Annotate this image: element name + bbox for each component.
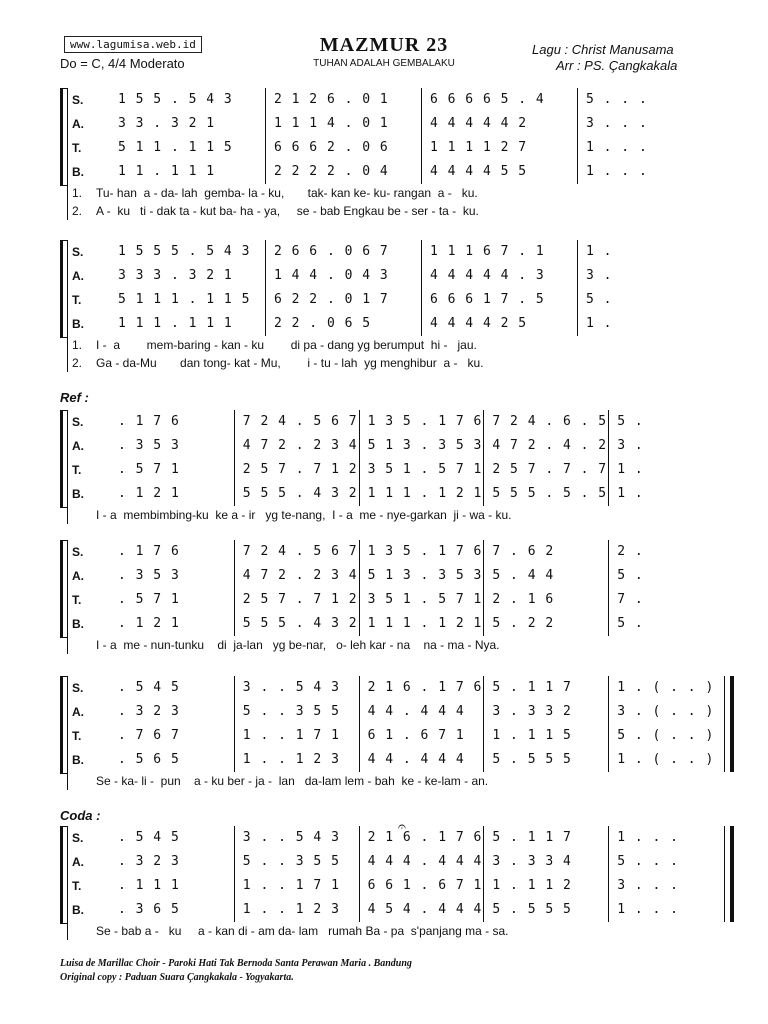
lyric-line — [72, 922, 736, 940]
voice-label: B. — [72, 617, 84, 631]
measure: . 1 1 1 — [118, 878, 180, 893]
voice-label: T. — [72, 879, 82, 893]
voice-label: A. — [72, 705, 84, 719]
lyric-line — [72, 636, 736, 654]
system-line — [67, 410, 68, 524]
measure: 3 5 1 . 5 7 1 — [367, 592, 483, 607]
barline — [421, 88, 422, 184]
measure: 3 . . . — [617, 878, 679, 893]
barline — [608, 410, 609, 506]
measure: 5 . 1 1 7 — [492, 830, 572, 845]
measure: . 5 7 1 — [118, 592, 180, 607]
measure: 3 . 3 3 4 — [492, 854, 572, 869]
barline — [234, 826, 235, 922]
measure: 3 . . 5 4 3 — [242, 680, 340, 695]
barline — [483, 826, 484, 922]
measure: 6 2 2 . 0 1 7 — [274, 292, 389, 307]
measure: . 3 2 3 — [118, 704, 180, 719]
score-system — [56, 240, 736, 376]
measure: . 1 7 6 — [118, 414, 180, 429]
measure: 2 6 6 . 0 6 7 — [274, 244, 389, 259]
measure: 1 . ( . . ) — [617, 680, 715, 695]
measure: 1 4 4 . 0 4 3 — [274, 268, 389, 283]
measure: 1 1 . 1 1 1 — [118, 164, 216, 179]
fermata-icon: 𝄐 — [398, 818, 406, 834]
voice-label: B. — [72, 165, 84, 179]
key-signature: Do = C, 4/4 Moderato — [60, 56, 185, 71]
measure: 5 5 5 . 5 . 5 — [492, 486, 608, 501]
voice-row — [72, 264, 736, 288]
barline — [483, 676, 484, 772]
measure: 2 1 6 . 1 7 6 — [367, 830, 483, 845]
lyric-text: Ga - da-Mu dan tong- kat - Mu, i - tu - lah yg menghibur a - ku. — [96, 356, 484, 370]
barline — [483, 410, 484, 506]
measure: 4 7 2 . 2 3 4 — [242, 568, 358, 583]
barline — [608, 540, 609, 636]
measure: 5 . . 3 5 5 — [242, 854, 340, 869]
voice-row — [72, 288, 736, 312]
system-line — [67, 88, 68, 220]
system-line — [67, 676, 68, 790]
measure: 5 . — [617, 616, 644, 631]
voice-label: S. — [72, 93, 84, 107]
measure: 1 . . 1 7 1 — [242, 728, 340, 743]
measure: . 1 2 1 — [118, 486, 180, 501]
measure: 1 . . . — [617, 902, 679, 917]
song-title: MAZMUR 23 — [319, 34, 449, 56]
measure: 4 4 4 4 4 . 3 — [430, 268, 545, 283]
measure: 4 7 2 . 2 3 4 — [242, 438, 358, 453]
measure: 4 4 4 . 4 4 4 — [367, 854, 483, 869]
measure: . 5 4 5 — [118, 680, 180, 695]
voice-row — [72, 410, 736, 434]
voice-row — [72, 700, 736, 724]
voice-label: B. — [72, 903, 84, 917]
measure: 5 . 4 4 — [492, 568, 555, 583]
barline — [265, 240, 266, 336]
measure: 1 1 1 . 1 2 1 — [367, 616, 483, 631]
final-barline — [730, 676, 734, 772]
lyric-line — [72, 202, 736, 220]
measure: 5 5 5 . 4 3 2 — [242, 486, 358, 501]
measure: 3 . ( . . ) — [617, 704, 715, 719]
measure: 5 . 1 1 7 — [492, 680, 572, 695]
measure: 1 1 1 4 . 0 1 — [274, 116, 389, 131]
measure: 1 1 1 . 1 2 1 — [367, 486, 483, 501]
measure: . 3 6 5 — [118, 902, 180, 917]
system-line — [67, 540, 68, 654]
measure: 6 6 6 6 5 . 4 — [430, 92, 545, 107]
measure: 7 . 6 2 — [492, 544, 555, 559]
measure: 5 . 2 2 — [492, 616, 555, 631]
lyric-text: I - a me - nun-tunku di ja-lan yg be-nar, o- leh kar - na na - ma - Nya. — [96, 638, 500, 652]
verse-number: 2. — [72, 204, 83, 218]
measure: 6 6 6 2 . 0 6 — [274, 140, 389, 155]
voice-row — [72, 458, 736, 482]
lyric-line — [72, 336, 736, 354]
voice-label: S. — [72, 545, 84, 559]
measure: 3 . 3 3 2 — [492, 704, 572, 719]
measure: 5 1 1 1 . 1 1 5 — [118, 292, 251, 307]
measure: 4 4 4 4 4 2 — [430, 116, 528, 131]
barline — [234, 540, 235, 636]
measure: 2 . — [617, 544, 644, 559]
measure: . 3 5 3 — [118, 438, 180, 453]
lyric-text: I - a membimbing-ku ke a - ir yg te-nang, I - a me - nye-garkan ji - wa - ku. — [96, 508, 512, 522]
lyric-text: Se - ka- li - pun a - ku ber - ja - lan da-lam lem - bah ke - ke-lam - an. — [96, 774, 489, 788]
lyric-text: A - ku ti - dak ta - kut ba- ha - ya, se - bab Engkau be - ser - ta - ku. — [96, 204, 479, 218]
barline — [483, 540, 484, 636]
measure: 1 . . 1 7 1 — [242, 878, 340, 893]
measure: 5 . — [617, 568, 644, 583]
verse-number: 1. — [72, 338, 83, 352]
voice-label: S. — [72, 831, 84, 845]
voice-label: A. — [72, 117, 84, 131]
barline — [359, 826, 360, 922]
measure: . 5 6 5 — [118, 752, 180, 767]
measure: 5 . ( . . ) — [617, 728, 715, 743]
measure: 2 2 . 0 6 5 — [274, 316, 372, 331]
voice-row — [72, 434, 736, 458]
measure: 3 3 3 . 3 2 1 — [118, 268, 233, 283]
measure: 5 . 5 5 5 — [492, 902, 572, 917]
footer-choir: Luisa de Marillac Choir - Paroki Hati Tak Bernoda Santa Perawan Maria . Bandung — [60, 958, 412, 969]
measure: 1 . — [586, 316, 613, 331]
measure: 5 . 5 5 5 — [492, 752, 572, 767]
measure: 4 4 4 4 5 5 — [430, 164, 528, 179]
measure: 1 . 1 1 5 — [492, 728, 572, 743]
voice-label: T. — [72, 293, 82, 307]
measure: 5 . — [586, 292, 613, 307]
measure: 1 5 5 5 . 5 4 3 — [118, 244, 251, 259]
measure: 3 . . . — [586, 116, 648, 131]
measure: 5 . . . — [617, 854, 679, 869]
measure: 5 1 1 . 1 1 5 — [118, 140, 233, 155]
lyric-text: I - a mem-baring - kan - ku di pa - dang yg berumput hi - jau. — [96, 338, 477, 352]
verse-number: 1. — [72, 186, 83, 200]
system-line — [67, 240, 68, 372]
lyric-line — [72, 354, 736, 372]
voice-label: A. — [72, 439, 84, 453]
measure: 3 5 1 . 5 7 1 — [367, 462, 483, 477]
lyric-line — [72, 772, 736, 790]
final-barline — [730, 826, 734, 922]
footer-original: Original copy : Paduan Suara Çangkakala - Yogyakarta. — [60, 972, 294, 983]
measure: 1 1 1 1 2 7 — [430, 140, 528, 155]
voice-row — [72, 136, 736, 160]
measure: . 5 7 1 — [118, 462, 180, 477]
measure: 1 1 1 . 1 1 1 — [118, 316, 233, 331]
system-line — [67, 826, 68, 940]
voice-row — [72, 748, 736, 772]
voice-label: T. — [72, 463, 82, 477]
voice-row — [72, 482, 736, 506]
measure: 1 1 1 6 7 . 1 — [430, 244, 545, 259]
measure: 7 2 4 . 6 . 5 — [492, 414, 608, 429]
measure: 3 . . 5 4 3 — [242, 830, 340, 845]
score-system — [56, 88, 736, 224]
measure: 5 1 3 . 3 5 3 — [367, 568, 483, 583]
voice-label: S. — [72, 415, 84, 429]
measure: 2 5 7 . 7 . 7 — [492, 462, 608, 477]
voice-label: A. — [72, 569, 84, 583]
measure: 1 5 5 . 5 4 3 — [118, 92, 233, 107]
measure: 1 . — [617, 462, 644, 477]
measure: 6 6 1 . 6 7 1 — [367, 878, 483, 893]
measure: 2 1 2 6 . 0 1 — [274, 92, 389, 107]
measure: 1 . 1 1 2 — [492, 878, 572, 893]
voice-label: T. — [72, 729, 82, 743]
measure: . 3 2 3 — [118, 854, 180, 869]
voice-row — [72, 676, 736, 700]
measure: 5 . . 3 5 5 — [242, 704, 340, 719]
measure: 1 . ( . . ) — [617, 752, 715, 767]
measure: 1 . . 1 2 3 — [242, 902, 340, 917]
arranger: Arr : PS. Çangkakala — [556, 58, 678, 73]
website-label: www.lagumisa.web.id — [64, 36, 202, 53]
measure: . 1 2 1 — [118, 616, 180, 631]
measure: . 1 7 6 — [118, 544, 180, 559]
measure: 1 3 5 . 1 7 6 — [367, 414, 483, 429]
measure: 5 1 3 . 3 5 3 — [367, 438, 483, 453]
voice-row — [72, 88, 736, 112]
voice-label: T. — [72, 141, 82, 155]
barline — [359, 410, 360, 506]
barline — [577, 240, 578, 336]
barline — [724, 676, 725, 772]
measure: 2 2 2 2 . 0 4 — [274, 164, 389, 179]
measure: 7 . — [617, 592, 644, 607]
voice-row — [72, 612, 736, 636]
voice-label: S. — [72, 245, 84, 259]
voice-label: B. — [72, 487, 84, 501]
measure: 3 . — [617, 438, 644, 453]
measure: 6 6 6 1 7 . 5 — [430, 292, 545, 307]
voice-row — [72, 240, 736, 264]
barline — [608, 826, 609, 922]
composer: Lagu : Christ Manusama — [532, 42, 674, 57]
song-subtitle: TUHAN ADALAH GEMBALAKU — [313, 58, 455, 69]
lyric-text: Se - bab a - ku a - kan di - am da- lam rumah Ba - pa s'panjang ma - sa. — [96, 924, 509, 938]
score-system — [56, 826, 736, 944]
barline — [265, 88, 266, 184]
lyric-line — [72, 506, 736, 524]
measure: 7 2 4 . 5 6 7 — [242, 414, 358, 429]
barline — [577, 88, 578, 184]
voice-row — [72, 312, 736, 336]
score-system — [56, 410, 736, 528]
measure: 1 . . . — [586, 164, 648, 179]
score-system — [56, 540, 736, 658]
voice-row — [72, 850, 736, 874]
measure: 1 . . . — [586, 140, 648, 155]
measure: 2 1 6 . 1 7 6 — [367, 680, 483, 695]
measure: . 3 5 3 — [118, 568, 180, 583]
voice-row — [72, 874, 736, 898]
voice-label: B. — [72, 317, 84, 331]
voice-row — [72, 564, 736, 588]
barline — [608, 676, 609, 772]
lyric-line — [72, 184, 736, 202]
voice-label: A. — [72, 269, 84, 283]
score-system — [56, 676, 736, 794]
voice-row — [72, 112, 736, 136]
measure: 1 . . . — [617, 830, 679, 845]
measure: 4 5 4 . 4 4 4 — [367, 902, 483, 917]
barline — [359, 676, 360, 772]
measure: 4 4 . 4 4 4 — [367, 752, 465, 767]
measure: 3 . — [586, 268, 613, 283]
measure: 4 4 . 4 4 4 — [367, 704, 465, 719]
measure: 2 5 7 . 7 1 2 — [242, 462, 358, 477]
barline — [234, 410, 235, 506]
voice-row — [72, 588, 736, 612]
lyric-text: Tu- han a - da- lah gemba- la - ku, tak- kan ke- ku- rangan a - ku. — [96, 186, 478, 200]
measure: 6 1 . 6 7 1 — [367, 728, 465, 743]
measure: 1 . — [586, 244, 613, 259]
voice-row — [72, 724, 736, 748]
measure: 2 . 1 6 — [492, 592, 555, 607]
barline — [234, 676, 235, 772]
measure: 4 7 2 . 4 . 2 — [492, 438, 608, 453]
measure: 3 3 . 3 2 1 — [118, 116, 216, 131]
voice-label: A. — [72, 855, 84, 869]
measure: . 7 6 7 — [118, 728, 180, 743]
measure: 2 5 7 . 7 1 2 — [242, 592, 358, 607]
measure: 5 . — [617, 414, 644, 429]
measure: . 5 4 5 — [118, 830, 180, 845]
ref-label: Ref : — [60, 390, 89, 405]
voice-row — [72, 540, 736, 564]
verse-number: 2. — [72, 356, 83, 370]
measure: 5 . . . — [586, 92, 648, 107]
voice-label: T. — [72, 593, 82, 607]
measure: 1 . . 1 2 3 — [242, 752, 340, 767]
barline — [724, 826, 725, 922]
measure: 5 5 5 . 4 3 2 — [242, 616, 358, 631]
voice-label: S. — [72, 681, 84, 695]
voice-row — [72, 898, 736, 922]
measure: 4 4 4 4 2 5 — [430, 316, 528, 331]
coda-label: Coda : — [60, 808, 101, 823]
measure: 7 2 4 . 5 6 7 — [242, 544, 358, 559]
voice-row — [72, 160, 736, 184]
barline — [359, 540, 360, 636]
barline — [421, 240, 422, 336]
measure: 1 . — [617, 486, 644, 501]
measure: 1 3 5 . 1 7 6 — [367, 544, 483, 559]
voice-label: B. — [72, 753, 84, 767]
